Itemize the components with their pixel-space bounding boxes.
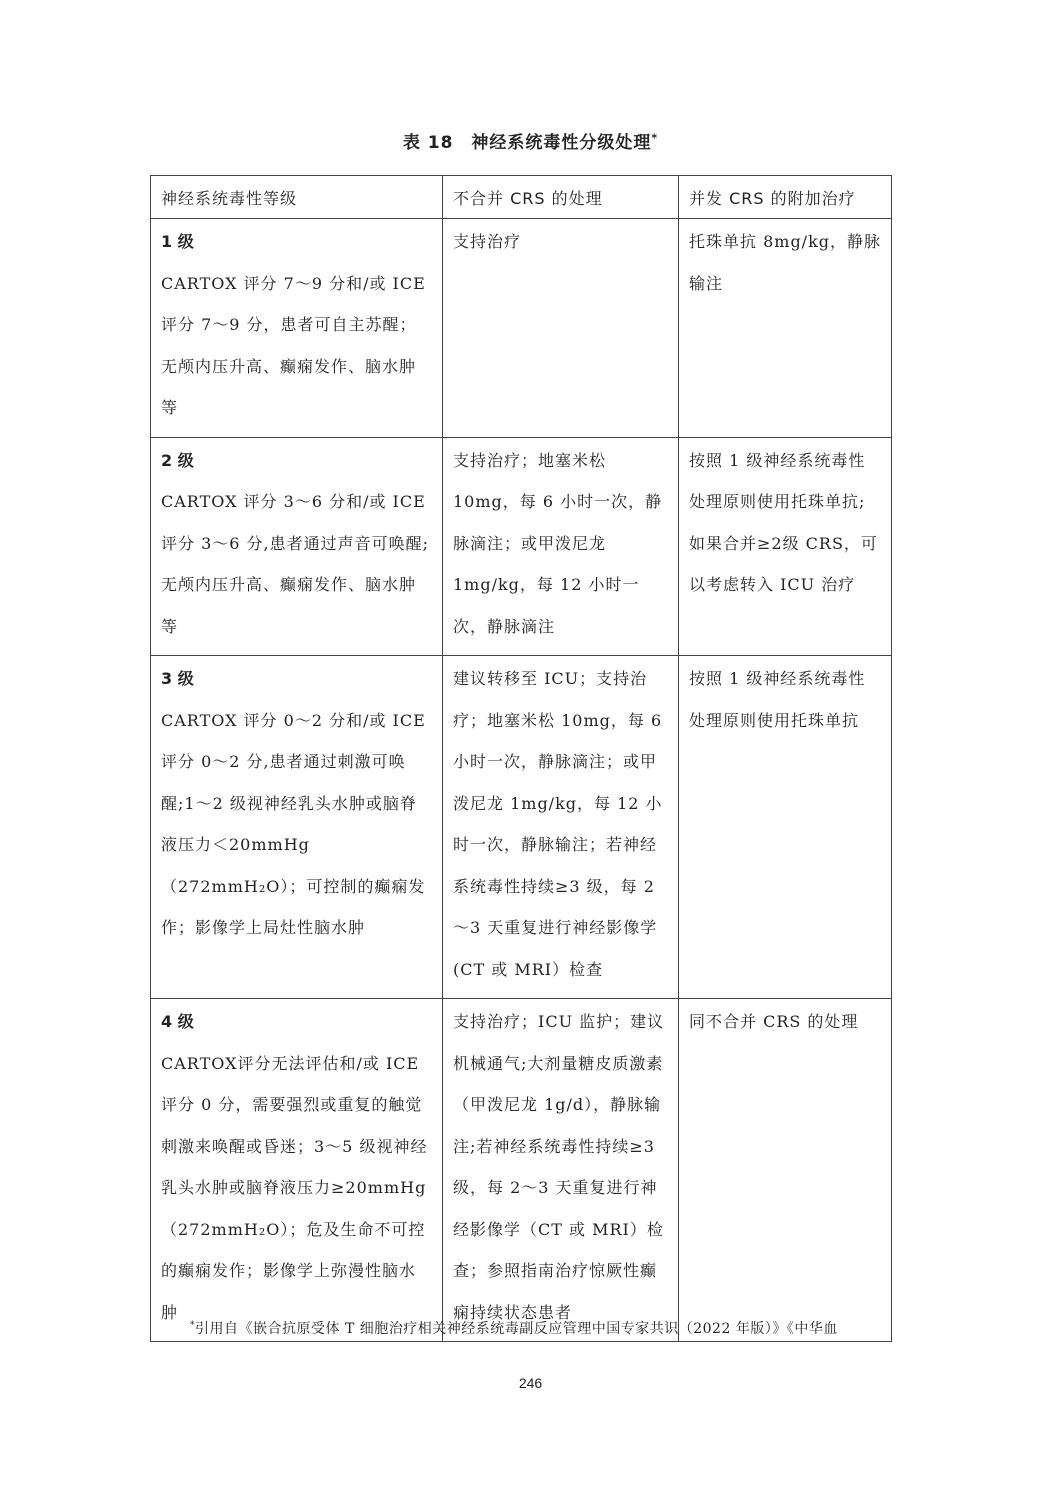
table-title <box>0 128 1061 153</box>
cell-without-crs <box>443 437 679 656</box>
table-row <box>151 219 892 438</box>
cell-without-crs <box>443 219 679 438</box>
treatment-without-crs: 建议转移至 ICU；支持治疗；地塞米松 10mg，每 6 小时一次，静脉滴注；或甲泼尼龙 1mg/kg，每 12 小时一次，静脉输注；若神经系统毒性持续≥3 级，每 2～3 天重复进行神经影像学(CT 或 MRI）检查 <box>453 669 663 979</box>
footnote-text: 引用自《嵌合抗原受体 T 细胞治疗相关神经系统毒副反应管理中国专家共识（2022 年版）》《中华血 <box>195 1321 838 1337</box>
treatment-without-crs: 支持治疗；ICU 监护；建议机械通气;大剂量糖皮质激素（甲泼尼龙 1g/d），静脉输注;若神经系统毒性持续≥3 级，每 2～3 天重复进行神经影像学（CT 或 MRI）检查；参照指南治疗惊厥性癫痫持续状态患者 <box>453 1012 665 1322</box>
treatment-with-crs: 按照 1 级神经系统毒性处理原则使用托珠单抗;如果合并≥2级 CRS，可以考虑转入 ICU 治疗 <box>689 450 878 594</box>
table-row <box>151 999 892 1342</box>
grade-label: 4 级 <box>161 1012 194 1031</box>
treatment-with-crs: 按照 1 级神经系统毒性处理原则使用托珠单抗 <box>689 669 866 730</box>
grade-criteria: CARTOX评分无法评估和/或 ICE 评分 0 分，需要强烈或重复的触觉刺激来唤醒或昏迷；3～5 级视神经乳头水肿或脑脊液压力≥20mmHg（272mmH₂O）；危及生命不可控的癫痫发作；影像学上弥漫性脑水肿 <box>161 1053 428 1322</box>
cell-grade-criteria <box>151 219 443 438</box>
table-header-row <box>151 176 892 219</box>
header-grade: 神经系统毒性等级 <box>151 176 443 219</box>
footnote <box>190 1318 838 1338</box>
table-row <box>151 656 892 999</box>
grade-label: 2 级 <box>161 450 194 470</box>
grade-criteria: CARTOX 评分 0～2 分和/或 ICE 评分 0～2 分,患者通过刺激可唤醒;1～2 级视神经乳头水肿或脑脊液压力＜20mmHg（272mmH₂O）；可控制的癫痫发作；影像学上局灶性脑水肿 <box>161 710 426 937</box>
cell-without-crs <box>443 999 679 1342</box>
table-title-text: 表 18 神经系统毒性分级处理 <box>402 133 652 153</box>
footnote-marker: * <box>190 1320 195 1331</box>
grade-criteria: CARTOX 评分 3～6 分和/或 ICE 评分 3～6 分,患者通过声音可唤醒;无颅内压升高、癫痫发作、脑水肿等 <box>161 492 430 636</box>
neurotoxicity-grading-table <box>150 175 892 1342</box>
cell-with-crs <box>679 219 892 438</box>
grade-label: 3 级 <box>161 669 194 688</box>
header-without-crs: 不合并 CRS 的处理 <box>443 176 679 219</box>
cell-without-crs <box>443 656 679 999</box>
cell-grade-criteria <box>151 999 443 1342</box>
treatment-with-crs: 托珠单抗 8mg/kg，静脉输注 <box>689 232 882 293</box>
table-row <box>151 437 892 656</box>
treatment-without-crs: 支持治疗；地塞米松 10mg，每 6 小时一次，静脉滴注；或甲泼尼龙 1mg/kg，每 12 小时一次，静脉滴注 <box>453 450 663 636</box>
cell-grade-criteria <box>151 656 443 999</box>
header-with-crs: 并发 CRS 的附加治疗 <box>679 176 892 219</box>
cell-grade-criteria <box>151 437 443 656</box>
grade-label: 1 级 <box>161 232 194 251</box>
treatment-with-crs: 同不合并 CRS 的处理 <box>689 1012 859 1031</box>
treatment-without-crs: 支持治疗 <box>453 232 522 251</box>
cell-with-crs <box>679 999 892 1342</box>
page-number: 246 <box>518 1375 543 1391</box>
cell-with-crs <box>679 437 892 656</box>
title-footnote-marker: * <box>651 131 659 145</box>
grade-criteria: CARTOX 评分 7～9 分和/或 ICE 评分 7～9 分，患者可自主苏醒；无颅内压升高、癫痫发作、脑水肿等 <box>161 273 426 417</box>
cell-with-crs <box>679 656 892 999</box>
